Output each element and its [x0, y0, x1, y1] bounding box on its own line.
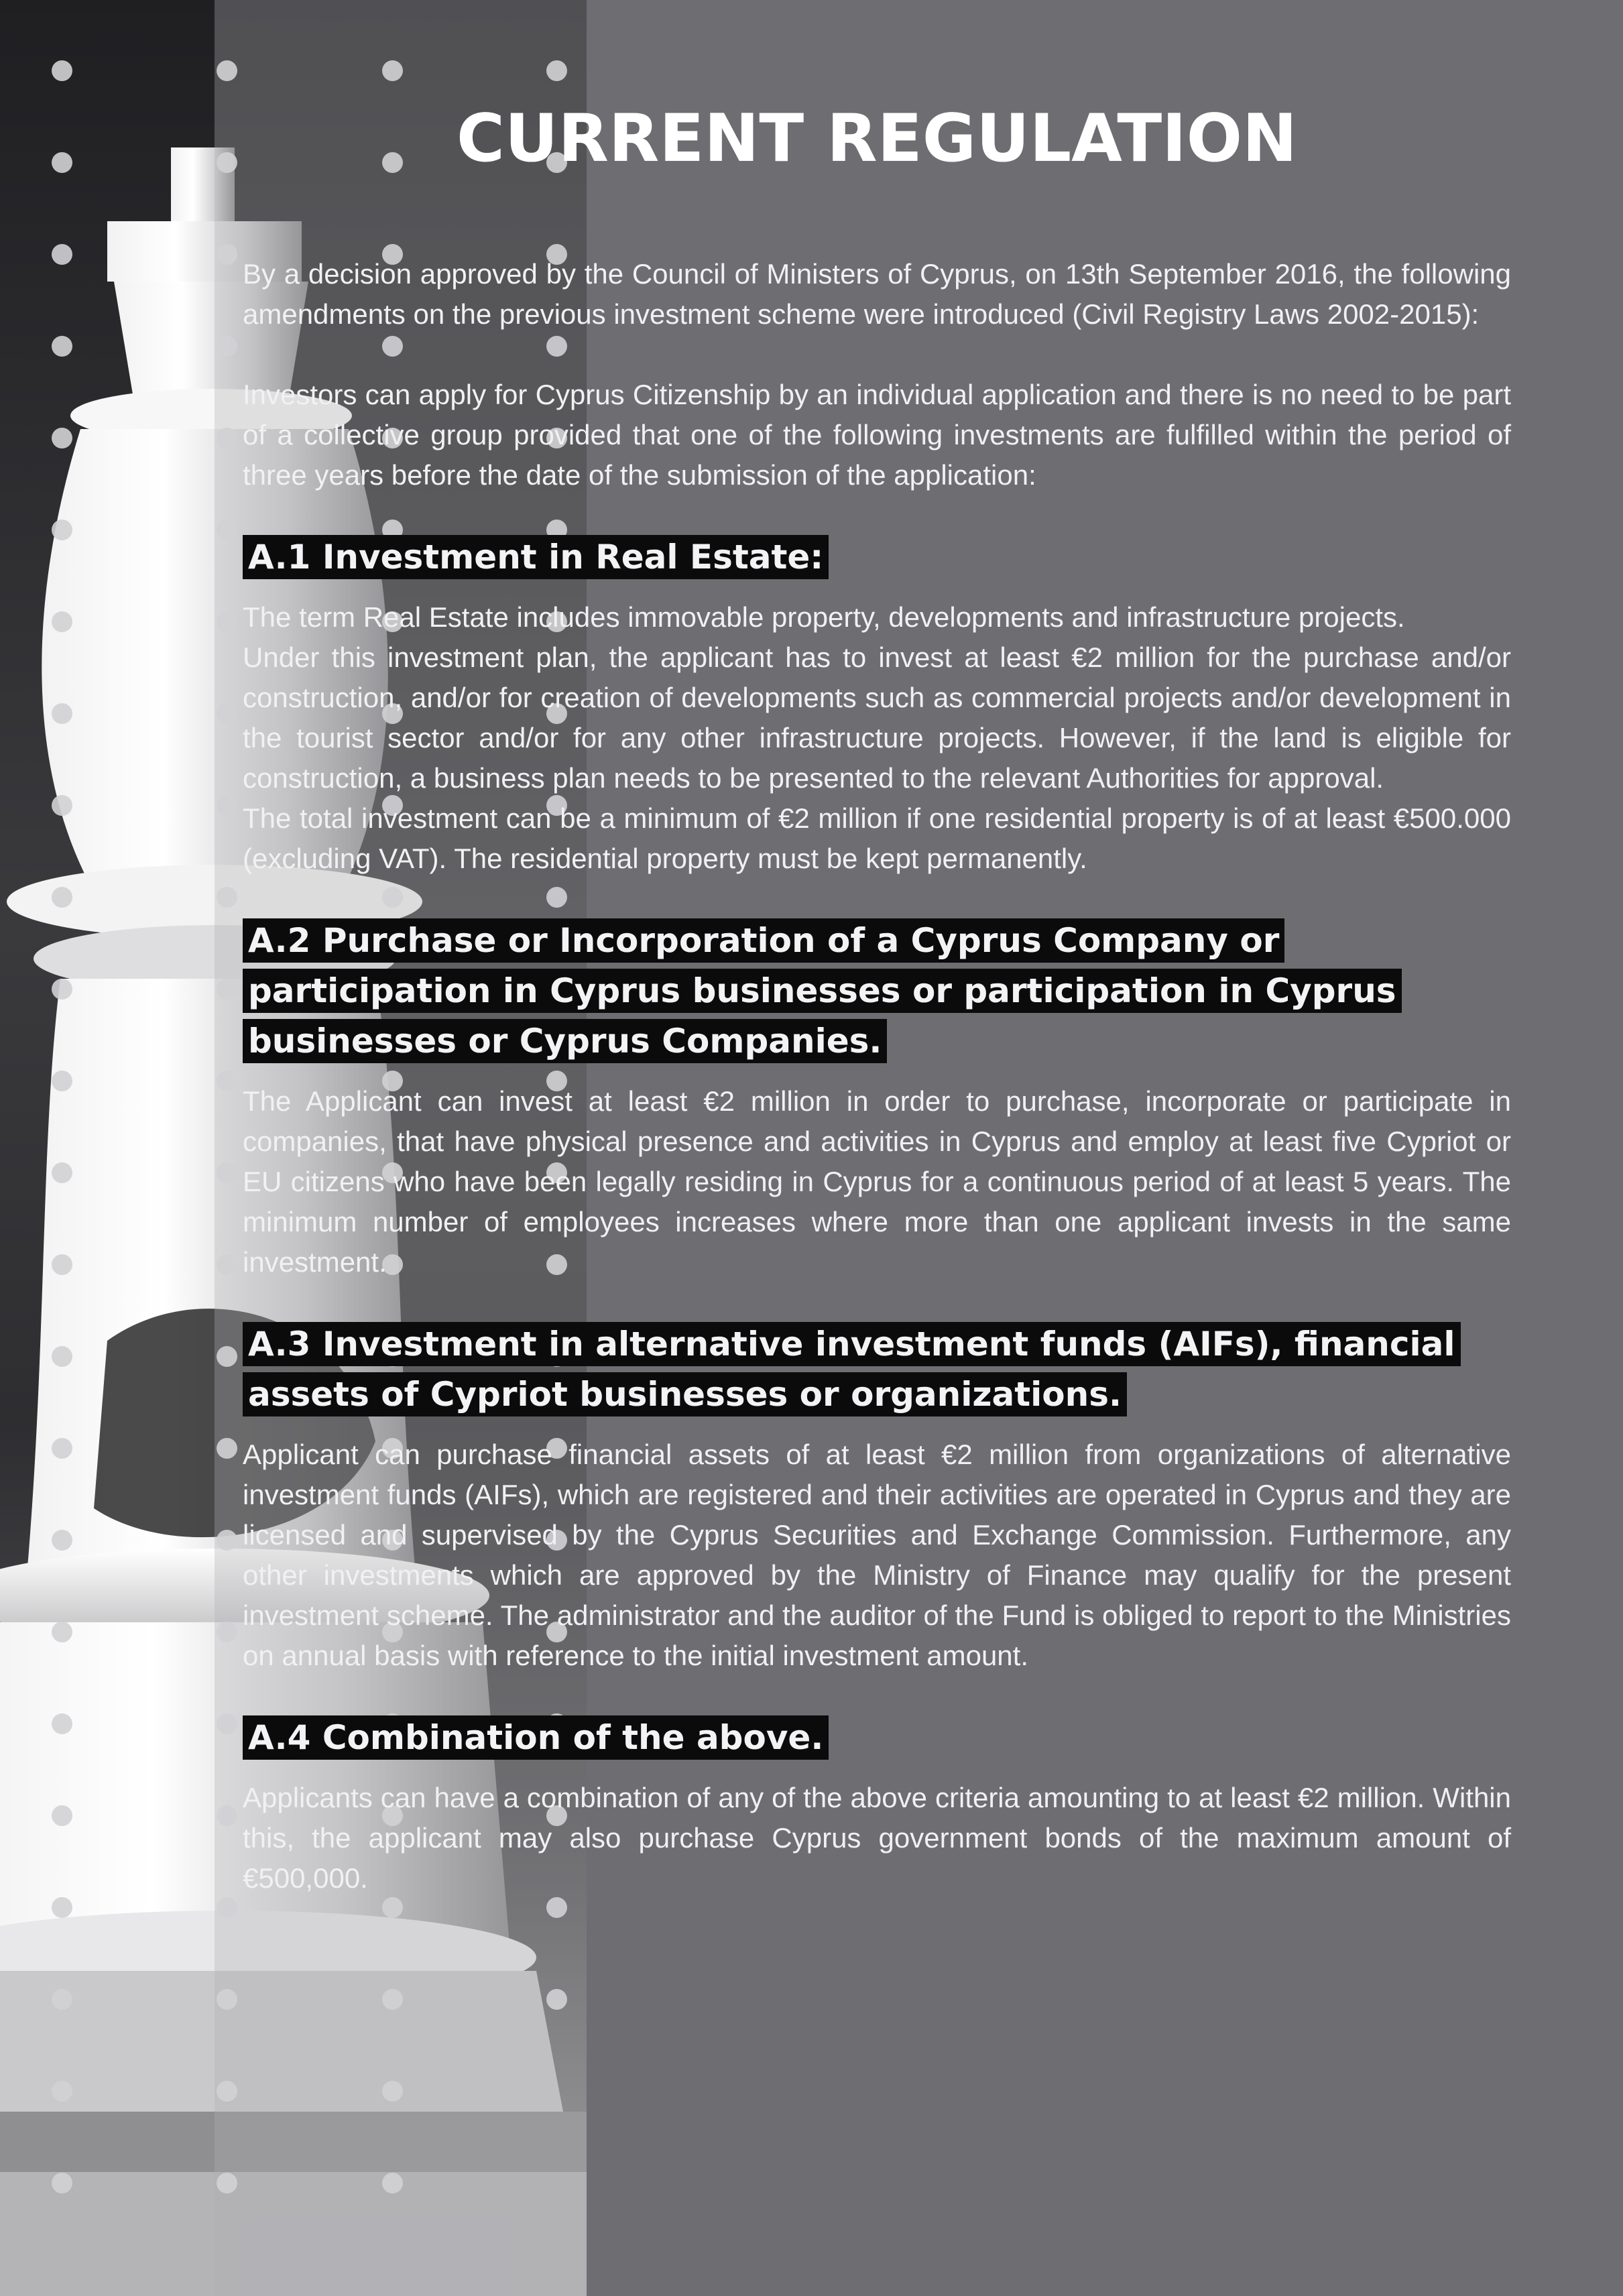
- decorative-dot: [52, 152, 72, 173]
- section-a3: [243, 1319, 1511, 1676]
- decorative-dot: [546, 1989, 567, 2010]
- section-heading: A.3 Investment in alternative investment funds (AIFs), financial assets of Cypriot businesses or organizations.: [243, 1322, 1461, 1416]
- section-paragraph: Applicants can have a combination of any of the above criteria amounting to at least €2 million. Within this, the applicant may also purchase Cyprus government bonds of the maximum amount of €500,000.: [243, 1782, 1511, 1894]
- decorative-dot: [52, 1162, 72, 1183]
- decorative-dot: [217, 428, 237, 448]
- decorative-dot: [217, 1162, 237, 1183]
- decorative-dot: [217, 520, 237, 540]
- page-title: CURRENT REGULATION: [456, 101, 1298, 177]
- decorative-dot: [52, 795, 72, 816]
- section-heading: A.4 Combination of the above.: [243, 1715, 829, 1760]
- decorative-dot: [217, 611, 237, 632]
- decorative-dot: [546, 60, 567, 81]
- decorative-dot: [217, 152, 237, 173]
- decorative-dot: [217, 1713, 237, 1734]
- decorative-dot: [52, 1438, 72, 1459]
- section-heading: A.1 Investment in Real Estate:: [243, 535, 829, 579]
- decorative-dot: [52, 611, 72, 632]
- decorative-dot: [217, 1071, 237, 1091]
- decorative-dot: [217, 244, 237, 265]
- section-paragraph: The total investment can be a minimum of €2 million if one residential property is of at least €500.000 (excluding VAT). The residential property must be kept permanently.: [243, 802, 1511, 874]
- decorative-dot: [217, 1897, 237, 1918]
- decorative-dot: [52, 979, 72, 1000]
- decorative-dot: [217, 703, 237, 724]
- decorative-dot: [52, 887, 72, 908]
- decorative-dot: [52, 60, 72, 81]
- section-paragraph: Under this investment plan, the applicant has to invest at least €2 million for the purchase and/or construction, and/or for creation of developments such as commercial projects and/or development in the tourist sector and/or for any other infrastructure projects. However, if the land is eligible for construction, a business plan needs to be presented to the relevant Authorities for approval.: [243, 642, 1511, 794]
- decorative-dot: [217, 979, 237, 1000]
- decorative-dot: [217, 2173, 237, 2193]
- decorative-dot: [382, 1989, 403, 2010]
- decorative-dot: [52, 703, 72, 724]
- decorative-dot: [382, 60, 403, 81]
- decorative-dot: [217, 1622, 237, 1642]
- decorative-dot: [217, 1989, 237, 2010]
- decorative-dot: [52, 1622, 72, 1642]
- section-paragraph: Applicant can purchase financial assets of at least €2 million from organizations of alternative investment funds (AIFs), which are registered and their activities are operated in Cyprus and they are licensed and supervised by the Cyprus Securities and Exchange Commission. Furthermore, any other investments which are approved by the Ministry of Finance may qualify for the present investment scheme. The administrator and the auditor of the Fund is obliged to report to the Ministries on annual basis with reference to the initial investment amount.: [243, 1439, 1511, 1671]
- decorative-dot: [217, 60, 237, 81]
- decorative-dot: [52, 244, 72, 265]
- decorative-dot: [217, 1438, 237, 1459]
- decorative-dot: [217, 2081, 237, 2102]
- decorative-dot: [217, 1805, 237, 1826]
- decorative-dot: [217, 1346, 237, 1367]
- decorative-dot: [217, 887, 237, 908]
- decorative-dot: [52, 1989, 72, 2010]
- decorative-dot: [217, 1254, 237, 1275]
- decorative-dot: [52, 1254, 72, 1275]
- document-body: [243, 101, 1511, 1898]
- section-a2: [243, 916, 1511, 1282]
- intro-paragraph-2: Investors can apply for Cyprus Citizenship by an individual application and there is no need to be part of a collective group provided that one of the following investments are fulfilled within the period of three years before the date of the submission of the application:: [243, 379, 1511, 491]
- decorative-dot: [52, 2081, 72, 2102]
- decorative-dot: [382, 2173, 403, 2193]
- section-a1: [243, 532, 1511, 879]
- decorative-dot: [52, 336, 72, 357]
- decorative-dot: [52, 428, 72, 448]
- section-paragraph: The term Real Estate includes immovable property, developments and infrastructure projects.: [243, 601, 1405, 633]
- decorative-dot: [52, 1530, 72, 1551]
- decorative-dot: [382, 1897, 403, 1918]
- decorative-dot: [52, 1897, 72, 1918]
- decorative-dot: [382, 2081, 403, 2102]
- decorative-dot: [217, 1530, 237, 1551]
- intro-paragraph-1: By a decision approved by the Council of Ministers of Cyprus, on 13th September 2016, the following amendments on the previous investment scheme were introduced (Civil Registry Laws 2002-2015):: [243, 258, 1511, 330]
- decorative-dot: [217, 795, 237, 816]
- decorative-dot: [52, 1805, 72, 1826]
- decorative-dot: [546, 1897, 567, 1918]
- section-paragraph: The Applicant can invest at least €2 million in order to purchase, incorporate or participate in companies, that have physical presence and activities in Cyprus and employ at least five Cypriot or EU citizens who have been legally residing in Cyprus for a continuous period of at least 5 years. The minimum number of employees increases where more than one applicant invests in the same investment.: [243, 1085, 1511, 1278]
- decorative-dot: [217, 336, 237, 357]
- decorative-dot: [52, 520, 72, 540]
- section-heading: A.2 Purchase or Incorporation of a Cyprus Company or participation in Cyprus businesses or participation in Cyprus businesses or Cyprus Companies.: [243, 918, 1402, 1063]
- decorative-dot: [52, 1713, 72, 1734]
- decorative-dot: [52, 1346, 72, 1367]
- decorative-dot: [52, 2173, 72, 2193]
- decorative-dot: [52, 1071, 72, 1091]
- section-a4: [243, 1713, 1511, 1898]
